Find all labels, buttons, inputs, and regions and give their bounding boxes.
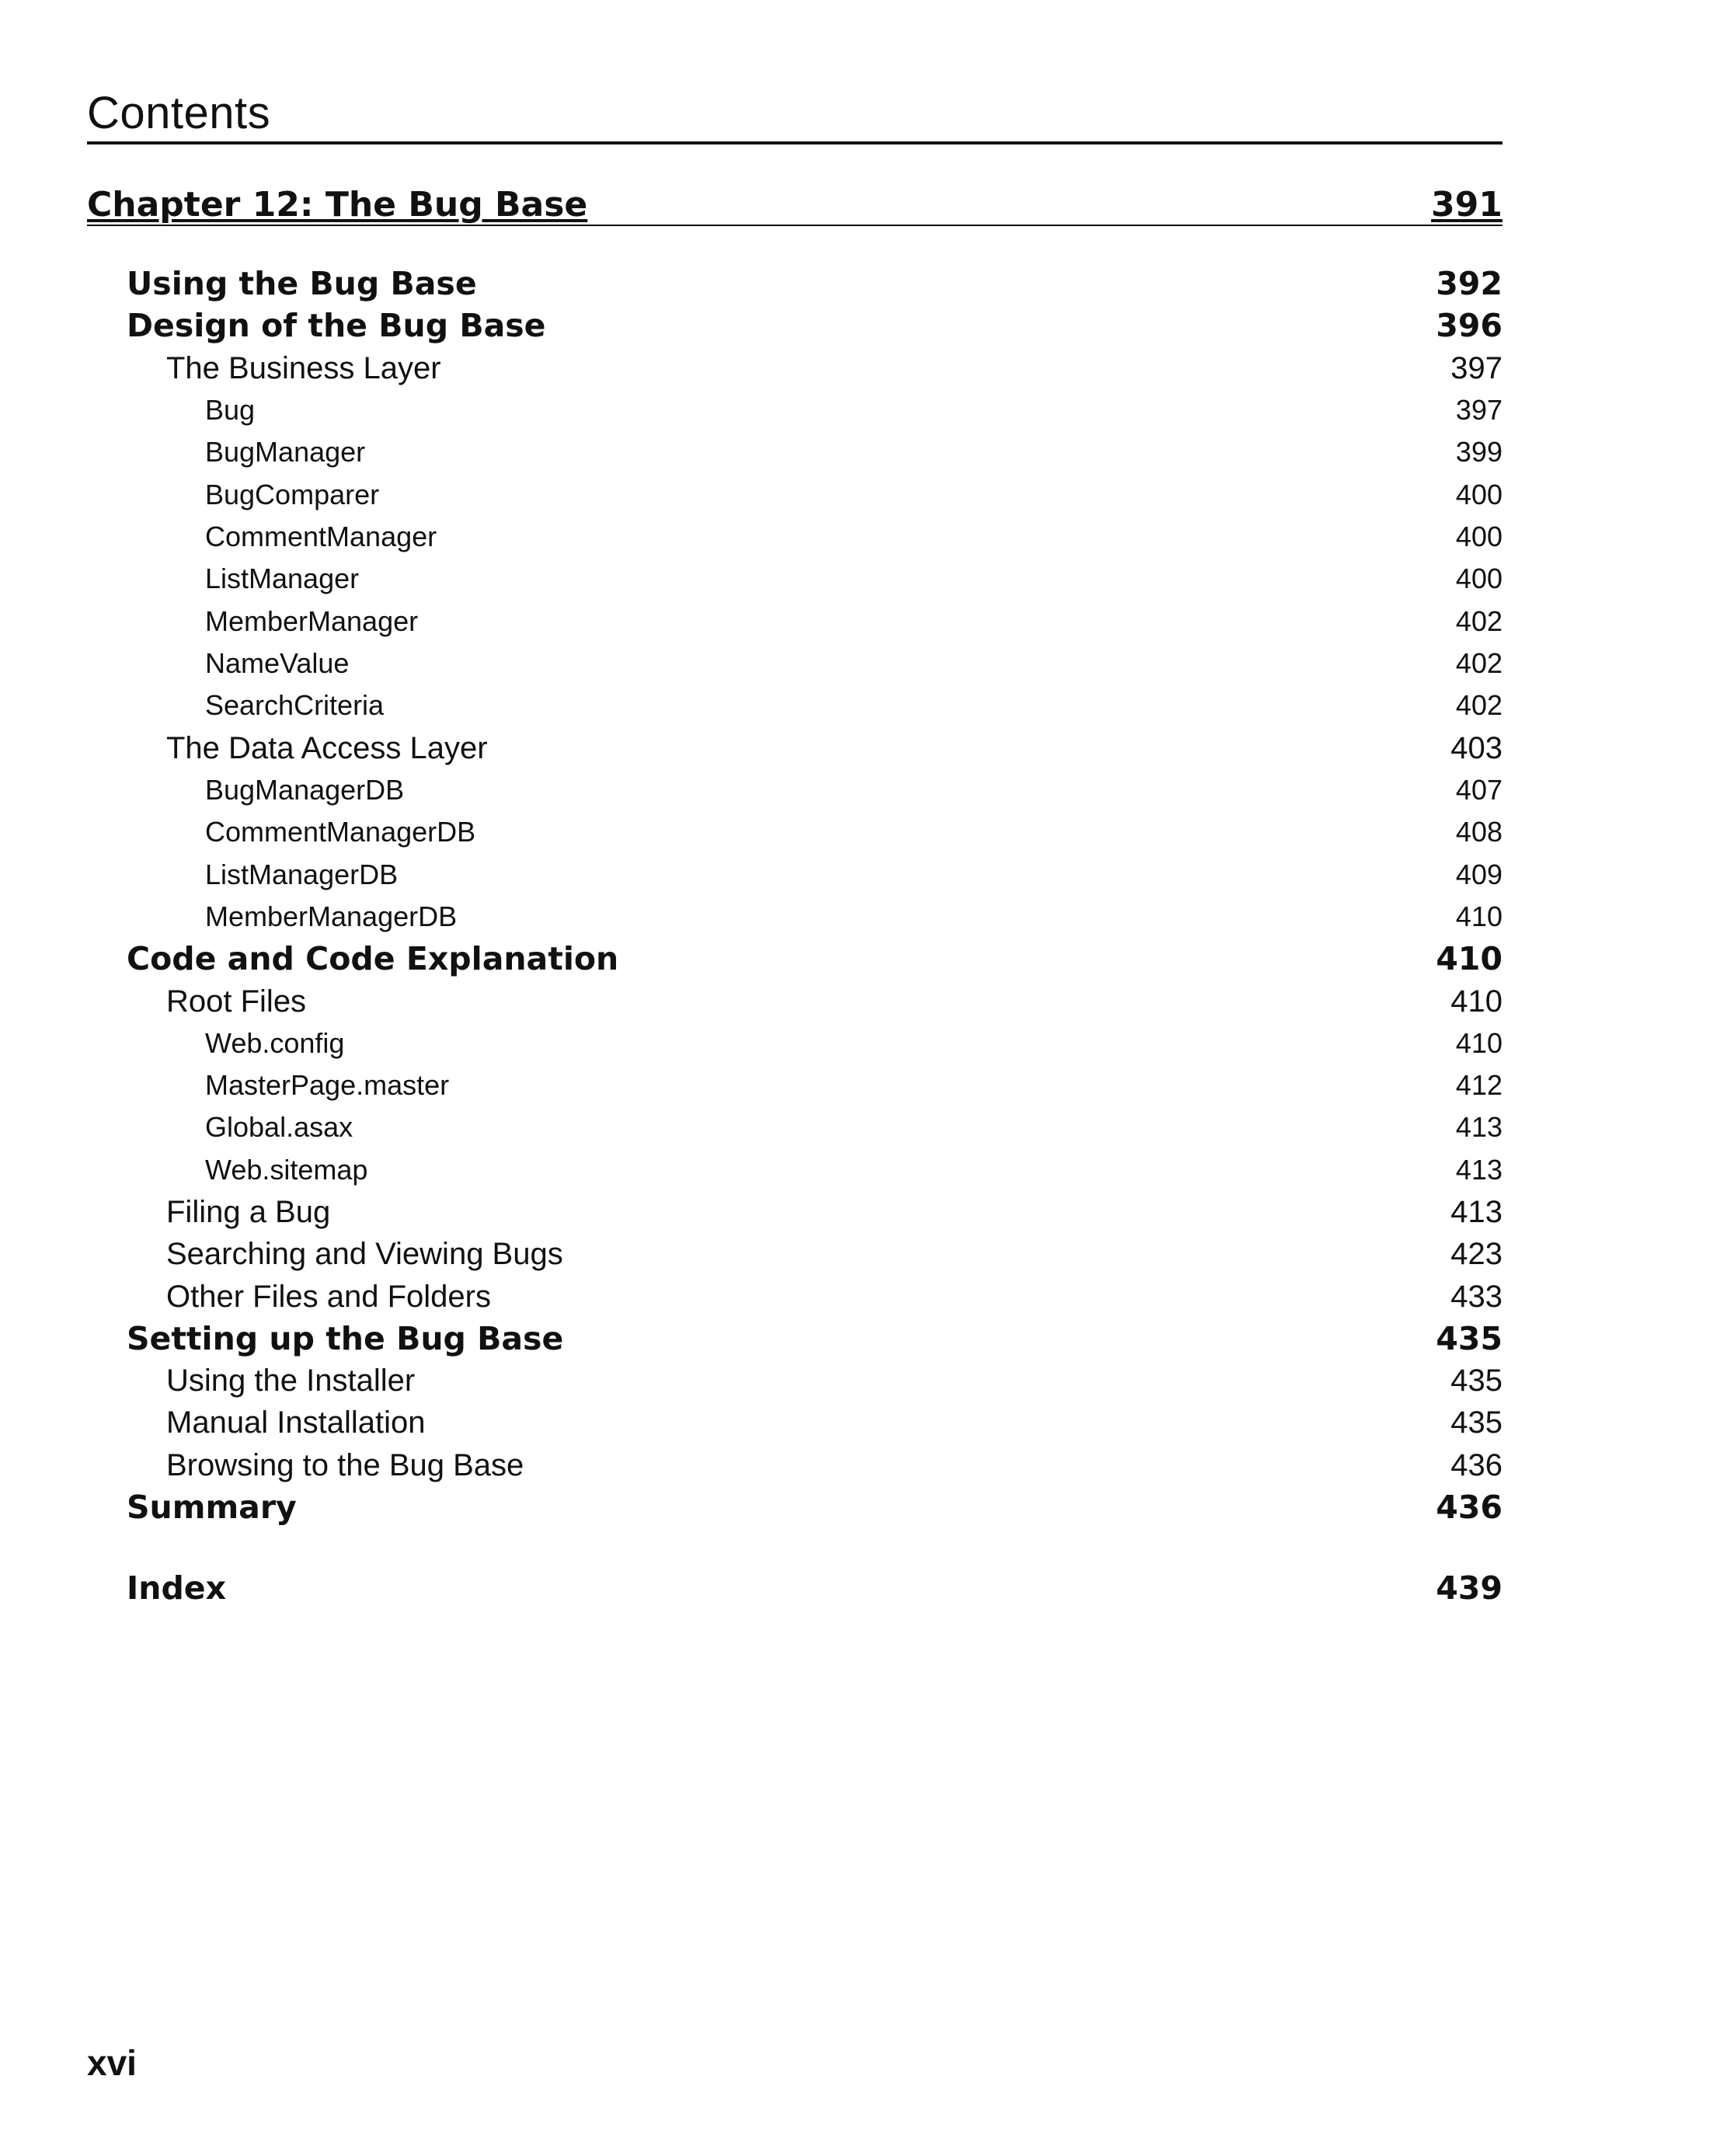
- toc-entry-page: 402: [1455, 689, 1502, 721]
- toc-entry-title: Web.sitemap: [205, 1154, 368, 1186]
- toc-entry-title: Web.config: [205, 1027, 345, 1059]
- toc-entry-title: Code and Code Explanation: [127, 940, 619, 977]
- chapter-page-number: 391: [1431, 185, 1502, 225]
- toc-entry-level-3: [205, 514, 1502, 560]
- toc-entry-level-2: [166, 1357, 1502, 1404]
- toc-entry-page: 410: [1450, 984, 1502, 1019]
- toc-entry-title: MemberManager: [205, 605, 419, 637]
- toc-entry-level-3: [205, 1020, 1502, 1067]
- toc-entry-title: Setting up the Bug Base: [127, 1320, 564, 1357]
- toc-entry-level-3: [205, 682, 1502, 729]
- toc-entry-title: Global.asax: [205, 1111, 353, 1143]
- toc-entry-title: CommentManagerDB: [205, 816, 476, 848]
- toc-entry-title: BugManager: [205, 436, 366, 468]
- toc-entry-page: 410: [1455, 1027, 1502, 1059]
- toc-entry-page: 397: [1455, 394, 1502, 426]
- toc-entry-page: 400: [1455, 521, 1502, 552]
- toc-entry-page: 436: [1436, 1489, 1502, 1526]
- toc-entry-title: SearchCriteria: [205, 689, 385, 721]
- toc-entry-page: 400: [1455, 479, 1502, 510]
- toc-entry-page: 409: [1455, 859, 1502, 890]
- toc-entry-level-3: [205, 429, 1502, 475]
- toc-entry-level-3: [205, 893, 1502, 940]
- toc-entry-page: 436: [1450, 1448, 1502, 1482]
- toc-entry-page: 392: [1436, 265, 1502, 302]
- toc-entry-level-2: [166, 1273, 1502, 1320]
- toc-entry-title: Design of the Bug Base: [127, 307, 546, 344]
- toc-entry-title: Using the Bug Base: [127, 265, 477, 302]
- toc-entry-title: The Data Access Layer: [166, 731, 488, 765]
- toc-entry-level-2: [166, 725, 1502, 771]
- toc-entry-level-1: [127, 302, 1502, 349]
- toc-entry-level-1: [127, 1315, 1502, 1362]
- toc-entry-level-2: [166, 1442, 1502, 1489]
- toc-entry-level-1: [127, 935, 1502, 982]
- toc-entry-title: Root Files: [166, 984, 307, 1019]
- toc-entry-level-3: [205, 1147, 1502, 1193]
- toc-entry-page: 413: [1455, 1111, 1502, 1143]
- toc-entry-page: 399: [1455, 436, 1502, 468]
- toc-entry-title: Searching and Viewing Bugs: [166, 1237, 563, 1271]
- toc-entry-page: 402: [1455, 647, 1502, 679]
- toc-entry-level-3: [205, 640, 1502, 687]
- running-head: Contents: [87, 88, 271, 138]
- toc-entry-page: 435: [1436, 1320, 1502, 1357]
- chapter-heading: [87, 185, 1502, 230]
- toc-entry-title: MemberManagerDB: [205, 900, 458, 932]
- toc-entry-page: 439: [1436, 1569, 1502, 1607]
- toc-entry-level-3: [205, 852, 1502, 898]
- toc-entry-level-2: [166, 978, 1502, 1025]
- chapter-rule: [87, 225, 1502, 226]
- chapter-title: Chapter 12: The Bug Base: [87, 185, 588, 225]
- toc-entry-title: BugManagerDB: [205, 774, 405, 806]
- toc-entry-level-3: [205, 809, 1502, 855]
- toc-entry-title: Filing a Bug: [166, 1195, 331, 1229]
- toc-entry-page: 403: [1450, 731, 1502, 765]
- toc-entry-page: 400: [1455, 563, 1502, 594]
- toc-entry-level-2: [166, 1399, 1502, 1446]
- toc-entry-title: ListManager: [205, 563, 360, 594]
- toc-entry-page: 423: [1450, 1237, 1502, 1271]
- toc-entry-title: Index: [127, 1569, 227, 1607]
- toc-entry-level-3: [205, 1062, 1502, 1109]
- toc-entry-page: 433: [1450, 1280, 1502, 1314]
- toc-entry-title: Manual Installation: [166, 1405, 426, 1440]
- toc-entry-page: 407: [1455, 774, 1502, 806]
- toc-entry-title: The Business Layer: [166, 351, 441, 385]
- toc-entry-title: Other Files and Folders: [166, 1280, 491, 1314]
- toc-entry-title: NameValue: [205, 647, 350, 679]
- toc-entry-title: BugComparer: [205, 479, 380, 510]
- toc-entry-title: Summary: [127, 1489, 297, 1526]
- toc-entry-page: 402: [1455, 605, 1502, 637]
- page-folio: xvi: [87, 2043, 137, 2083]
- toc-entry-title: Using the Installer: [166, 1364, 416, 1398]
- toc-entry-level-2: [166, 1189, 1502, 1235]
- toc-entry-level-3: [205, 556, 1502, 602]
- toc-entry-title: CommentManager: [205, 521, 437, 552]
- toc-entry-level-3: [205, 598, 1502, 645]
- toc-entry-level-1: [127, 1565, 1502, 1611]
- toc-entry-page: 396: [1436, 307, 1502, 344]
- toc-entry-page: 410: [1436, 940, 1502, 977]
- toc-entry-level-3: [205, 1104, 1502, 1151]
- toc-entry-page: 397: [1450, 351, 1502, 385]
- toc-entry-page: 412: [1455, 1069, 1502, 1101]
- toc-entry-title: MasterPage.master: [205, 1069, 450, 1101]
- toc-entry-level-2: [166, 1231, 1502, 1277]
- toc-entry-level-3: [205, 767, 1502, 813]
- toc-entry-page: 435: [1450, 1364, 1502, 1398]
- toc-entry-level-2: [166, 345, 1502, 392]
- toc-entry-title: Browsing to the Bug Base: [166, 1448, 524, 1482]
- toc-entry-page: 413: [1450, 1195, 1502, 1229]
- toc-entry-title: Bug: [205, 394, 256, 426]
- toc-entry-level-1: [127, 260, 1502, 307]
- toc-entry-level-3: [205, 387, 1502, 434]
- toc-entry-level-3: [205, 472, 1502, 518]
- toc-entry-page: 410: [1455, 900, 1502, 932]
- toc-entry-title: ListManagerDB: [205, 859, 399, 890]
- toc-entry-page: 435: [1450, 1405, 1502, 1440]
- toc-entry-page: 408: [1455, 816, 1502, 848]
- toc-entry-level-1: [127, 1484, 1502, 1531]
- toc-entry-page: 413: [1455, 1154, 1502, 1186]
- header-rule: [87, 141, 1502, 145]
